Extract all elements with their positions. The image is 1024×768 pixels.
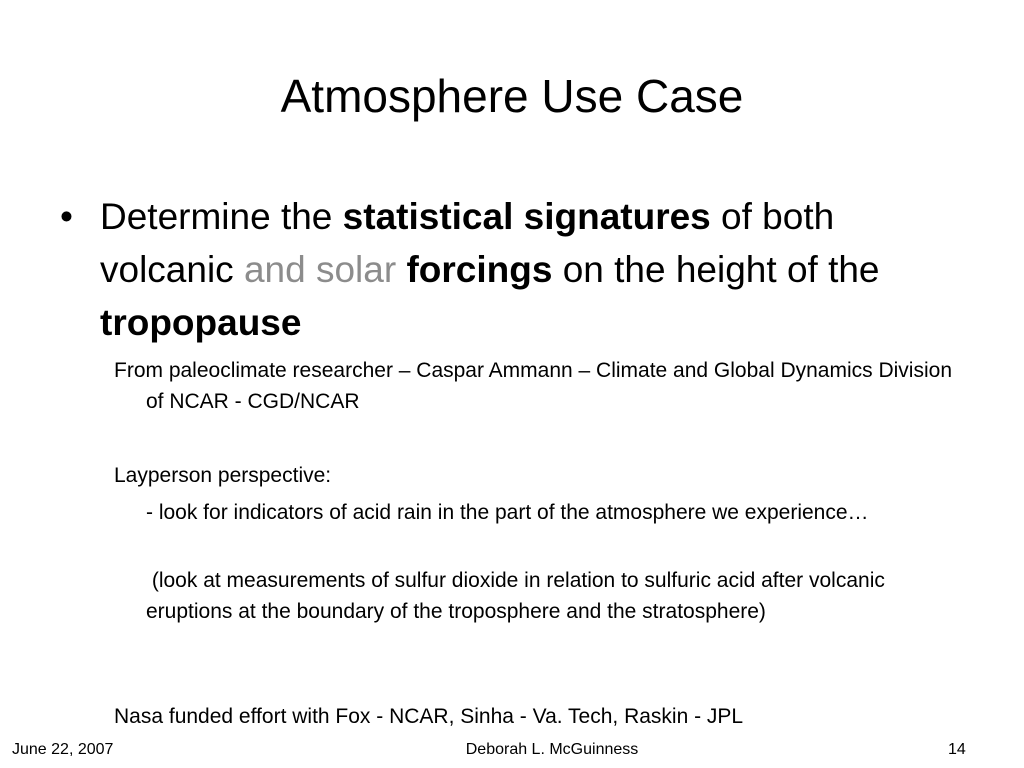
bullet-gray-and-solar: and solar: [243, 249, 397, 290]
layperson-item-measurements: (look at measurements of sulfur dioxide in relation to sulfuric acid after volcanic eruptions at the boundary of the troposphere and the stratosphere): [146, 569, 891, 623]
footer-page-number: 14: [948, 741, 966, 758]
main-bullet-text: [100, 190, 920, 349]
bullet-text-part4: on the height of the: [552, 249, 880, 290]
layperson-heading: Layperson perspective:: [114, 464, 332, 487]
bullet-text-part1: Determine the: [100, 196, 343, 237]
layperson-item-acid-rain: - look for indicators of acid rain in the part of the atmosphere we experience…: [146, 501, 869, 524]
source-line: From paleoclimate researcher – Caspar Ammann – Climate and Global Dynamics Division of NCAR - CGD/NCAR: [114, 359, 953, 413]
bullet-bold-statistical-signatures: statistical signatures: [342, 196, 711, 237]
funding-line: Nasa funded effort with Fox - NCAR, Sinha - Va. Tech, Raskin - JPL: [114, 705, 744, 728]
bullet-text-part2: of both volcanic: [100, 196, 835, 290]
bullet-text-part3: [396, 249, 406, 290]
slide-title: Atmosphere Use Case: [280, 70, 744, 122]
bullet-icon: •: [60, 196, 73, 237]
bullet-bold-tropopause: tropopause: [100, 302, 302, 343]
footer-author: Deborah L. McGuinness: [465, 741, 639, 758]
footer-date: June 22, 2007: [12, 741, 114, 758]
bullet-bold-forcings: forcings: [406, 249, 553, 290]
